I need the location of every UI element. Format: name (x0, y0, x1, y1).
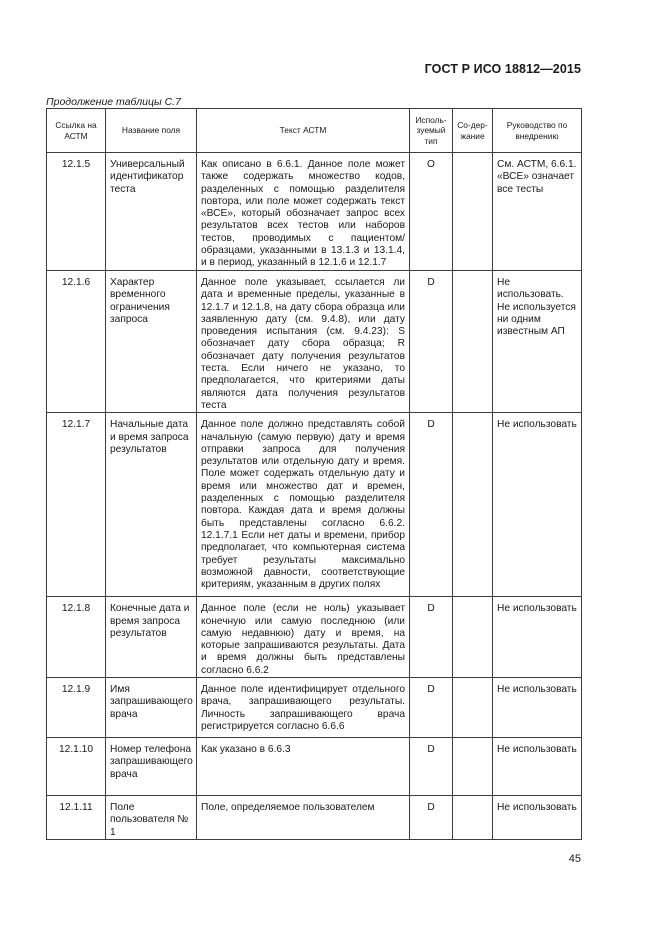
cell-implementation-text: Не использовать (497, 684, 577, 696)
cell-content-text (457, 413, 488, 419)
cell-implementation-text: Не использовать (497, 744, 577, 756)
cell-field-name-text: Начальные дата и время запроса результатов (110, 419, 189, 455)
table-row (47, 597, 582, 678)
table-row (47, 413, 582, 597)
cell-implementation-text: Не использовать. Не используется ни одним известным АП (497, 277, 576, 338)
cell-field-name (106, 738, 197, 796)
cell-implementation-text: Не использовать (497, 603, 577, 615)
cell-used-type-text: О (427, 159, 435, 170)
table-row (47, 738, 582, 796)
cell-content-text (457, 597, 488, 603)
cell-content-text (457, 153, 488, 159)
cell-ref (47, 153, 106, 271)
cell-used-type-text: D (427, 419, 435, 431)
cell-used-type (410, 597, 453, 678)
cell-field-name-text: Имя запрашивающего врача (110, 684, 193, 720)
cell-field-name-text: Номер телефона запрашивающего врача (110, 744, 193, 780)
cell-used-type (410, 413, 453, 597)
cell-implementation (493, 738, 582, 796)
cell-ref (47, 597, 106, 678)
page-number: 45 (568, 853, 581, 865)
cell-field-name (106, 153, 197, 271)
astm-table (46, 108, 582, 840)
cell-astm-text (197, 153, 410, 271)
table-row (47, 271, 582, 413)
header-astm-text: Текст АСТМ (197, 109, 410, 153)
cell-field-name (106, 271, 197, 413)
cell-astm-text-text: Данное поле указывает, ссылается ли дата и временные пределы, указанные в 12.1.7 и 12.1.8, на дату сбора образца или заявленную дату (см. 9.4.8), или дату проведения испытания (см. 9.4.23): S обозначает дату сбора образца; R обозначает дату получения результатов теста. Если ничего не указано, то предполагается, что критериями даты являются дата получения результатов теста (201, 277, 405, 411)
cell-field-name-text: Поле пользователя № 1 (110, 802, 189, 838)
cell-used-type-text: D (427, 802, 435, 814)
table-row (47, 153, 582, 271)
cell-astm-text-text: Данное поле (если не ноль) указывает конечную или самую последнюю (или самую недавнюю) дату и время, на которые запрашиваются результаты. Дата и время должны быть представлены согласно 6.6.2 (201, 603, 405, 676)
cell-implementation (493, 271, 582, 413)
cell-ref (47, 796, 106, 840)
cell-astm-text (197, 678, 410, 738)
cell-field-name (106, 597, 197, 678)
cell-ref-text: 12.1.5 (61, 159, 91, 170)
cell-astm-text (197, 796, 410, 840)
cell-content (453, 678, 493, 738)
cell-implementation (493, 678, 582, 738)
cell-ref-text: 12.1.9 (61, 684, 91, 696)
cell-used-type (410, 153, 453, 271)
cell-ref (47, 271, 106, 413)
cell-used-type-text: D (427, 684, 435, 696)
header-implementation: Руководство по внедрению (493, 109, 582, 153)
cell-astm-text-text: Как указано в 6.6.3 (201, 744, 291, 756)
cell-field-name (106, 796, 197, 840)
cell-ref-text: 12.1.6 (61, 277, 91, 288)
cell-ref (47, 678, 106, 738)
cell-field-name-text: Универсальный идентификатор теста (110, 159, 185, 195)
header-used-type: Исполь-зуемый тип (410, 109, 453, 153)
cell-used-type-text: D (427, 603, 435, 615)
cell-astm-text-text: Данное поле должно представлять собой начальную (самую первую) дату и время отправки запроса для получения результатов или отдельную дату и время. Поле может содержать отдельную дату и время или множество дат и времен, разделенных с помощью разделителя повтора. Каждая дата и время должны быть представлены согласно 6.6.2. 12.1.7.1 Если нет даты и времени, прибор предполагает, что компьютерная система требует результаты максимально возможной давности, соответствующие критериям, указанным в других полях (201, 419, 405, 591)
header-field-name: Название поля (106, 109, 197, 153)
cell-astm-text-text: Поле, определяемое пользователем (201, 802, 375, 814)
cell-astm-text (197, 413, 410, 597)
table-row (47, 796, 582, 840)
cell-content (453, 153, 493, 271)
cell-astm-text (197, 597, 410, 678)
cell-implementation (493, 413, 582, 597)
cell-content-text (457, 738, 488, 744)
table-row (47, 678, 582, 738)
cell-implementation-text: Не использовать (497, 802, 577, 814)
cell-content (453, 597, 493, 678)
cell-used-type (410, 738, 453, 796)
cell-content (453, 413, 493, 597)
cell-astm-text (197, 271, 410, 413)
cell-implementation-text: Не использовать (497, 419, 577, 431)
cell-used-type (410, 678, 453, 738)
document-code: ГОСТ Р ИСО 18812—2015 (424, 62, 581, 76)
cell-used-type-text: D (427, 277, 435, 288)
cell-ref (47, 413, 106, 597)
cell-implementation (493, 153, 582, 271)
cell-content (453, 271, 493, 413)
header-ref: Ссылка на АСТМ (47, 109, 106, 153)
cell-astm-text (197, 738, 410, 796)
cell-ref-text: 12.1.7 (61, 419, 91, 431)
cell-field-name-text: Характер временного ограничения запроса (110, 277, 170, 325)
cell-implementation-text: См. АСТМ, 6.6.1. «ВСЕ» означает все тесты (497, 159, 577, 195)
cell-used-type (410, 796, 453, 840)
header-content: Со-дер-жание (453, 109, 493, 153)
cell-astm-text-text: Как описано в 6.6.1. Данное поле может также содержать множество кодов, разделенных с помощью разделителя повтора, или поле может содержать текст «ВСЕ», который обозначает запрос всех результатов всех тестов или наборов тестов, проводимых с пациентом/образцами, указанными в 13.1.3 и 13.1.4, и в период, указанный в 12.1.6 и 12.1.7 (201, 159, 405, 269)
cell-used-type-text: D (427, 744, 435, 756)
cell-content-text (457, 678, 488, 684)
table-header-row (47, 109, 582, 153)
cell-ref (47, 738, 106, 796)
cell-content (453, 738, 493, 796)
table-caption: Продолжение таблицы С.7 (46, 96, 181, 108)
cell-implementation (493, 796, 582, 840)
cell-content-text (457, 796, 488, 802)
cell-ref-text: 12.1.10 (59, 744, 93, 756)
cell-content (453, 796, 493, 840)
cell-field-name-text: Конечные дата и время запроса результатов (110, 603, 190, 639)
cell-used-type (410, 271, 453, 413)
cell-astm-text-text: Данное поле идентифицирует отдельного врача, запрашивающего результаты. Личность запрашивающего врача регистрируется согласно 6.6.6 (201, 684, 405, 732)
cell-field-name (106, 678, 197, 738)
cell-content-text (457, 271, 488, 277)
cell-field-name (106, 413, 197, 597)
cell-ref-text: 12.1.11 (59, 802, 93, 814)
cell-implementation (493, 597, 582, 678)
cell-ref-text: 12.1.8 (61, 603, 91, 615)
